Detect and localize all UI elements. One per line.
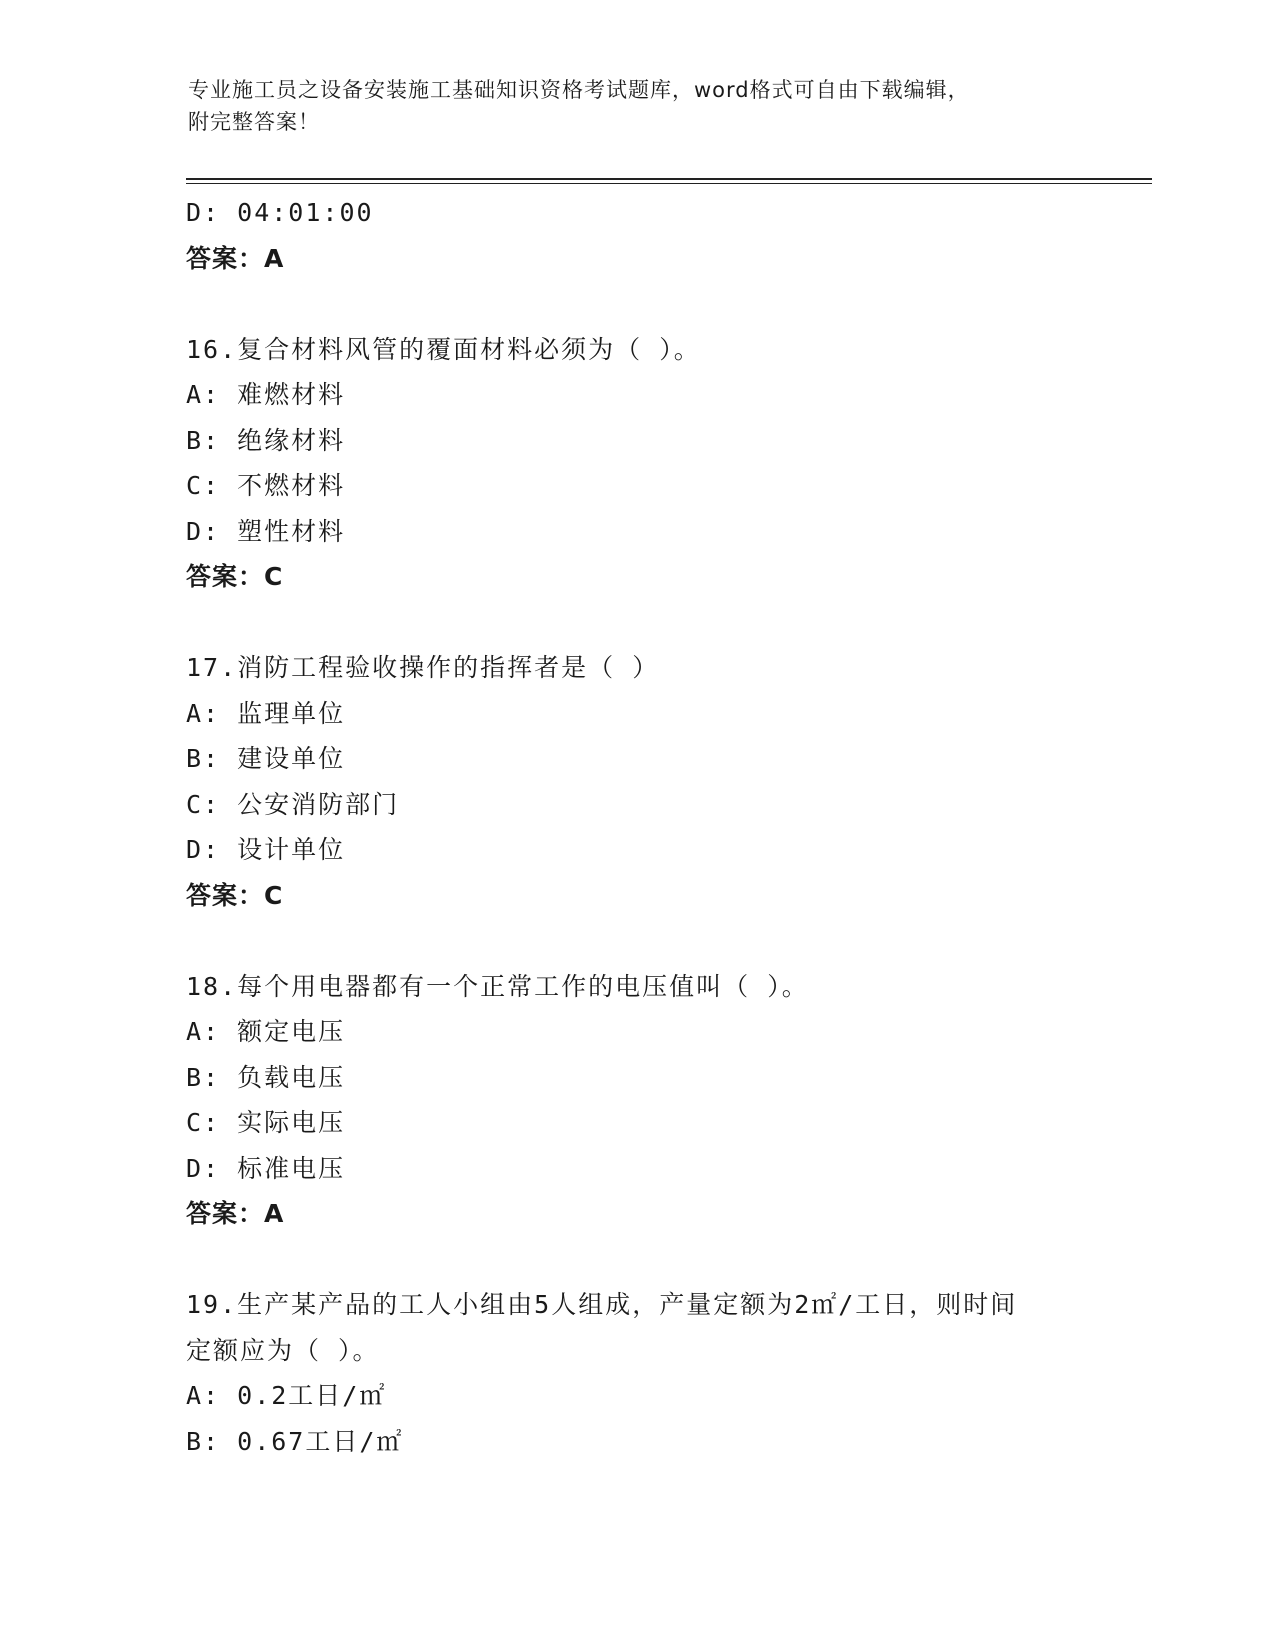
option-d: D: 04:01:00 xyxy=(186,198,374,227)
option-d: D: 塑性材料 xyxy=(186,516,346,546)
answer-line: 答案：A xyxy=(186,1199,285,1228)
question-stem-line-2: 定额应为（ ）。 xyxy=(186,1335,380,1365)
spacer xyxy=(186,600,1146,646)
question-16 xyxy=(186,327,1146,600)
answer-line: 答案：C xyxy=(186,880,284,910)
question-content xyxy=(186,190,1146,1464)
option-b: B: 负载电压 xyxy=(186,1062,346,1092)
header-divider-thick xyxy=(186,178,1152,180)
option-b: B: 绝缘材料 xyxy=(186,425,346,455)
question-17 xyxy=(186,645,1146,918)
spacer xyxy=(186,918,1146,964)
header-divider-thin xyxy=(186,183,1152,184)
question-stem-line-1: 19.生产某产品的工人小组由5人组成，产量定额为2㎡/工日，则时间 xyxy=(186,1290,1018,1319)
option-c: C: 不燃材料 xyxy=(186,471,346,500)
option-a: A: 0.2工日/㎡ xyxy=(186,1381,387,1410)
option-d: D: 设计单位 xyxy=(186,835,346,864)
answer-line: 答案：C xyxy=(186,562,284,591)
page-header xyxy=(188,74,1088,138)
option-d: D: 标准电压 xyxy=(186,1153,346,1183)
spacer xyxy=(186,281,1146,327)
option-a: A: 难燃材料 xyxy=(186,380,346,409)
option-a: A: 监理单位 xyxy=(186,698,346,728)
header-line-2: 附完整答案！ xyxy=(188,110,320,134)
spacer xyxy=(186,1237,1146,1283)
previous-question-tail xyxy=(186,190,1146,281)
question-stem: 18.每个用电器都有一个正常工作的电压值叫（ ）。 xyxy=(186,971,809,1001)
question-stem: 17.消防工程验收操作的指挥者是（ ） xyxy=(186,653,660,682)
option-b: B: 0.67工日/㎡ xyxy=(186,1426,404,1456)
option-c: C: 实际电压 xyxy=(186,1108,346,1137)
header-line-1: 专业施工员之设备安装施工基础知识资格考试题库，word格式可自由下载编辑， xyxy=(188,78,970,102)
answer-line: 答案：A xyxy=(186,243,285,273)
option-c: C: 公安消防部门 xyxy=(186,789,400,819)
option-a: A: 额定电压 xyxy=(186,1017,346,1046)
question-stem: 16.复合材料风管的覆面材料必须为（ ）。 xyxy=(186,334,701,364)
question-18 xyxy=(186,964,1146,1237)
option-b: B: 建设单位 xyxy=(186,744,346,773)
question-19 xyxy=(186,1282,1146,1464)
